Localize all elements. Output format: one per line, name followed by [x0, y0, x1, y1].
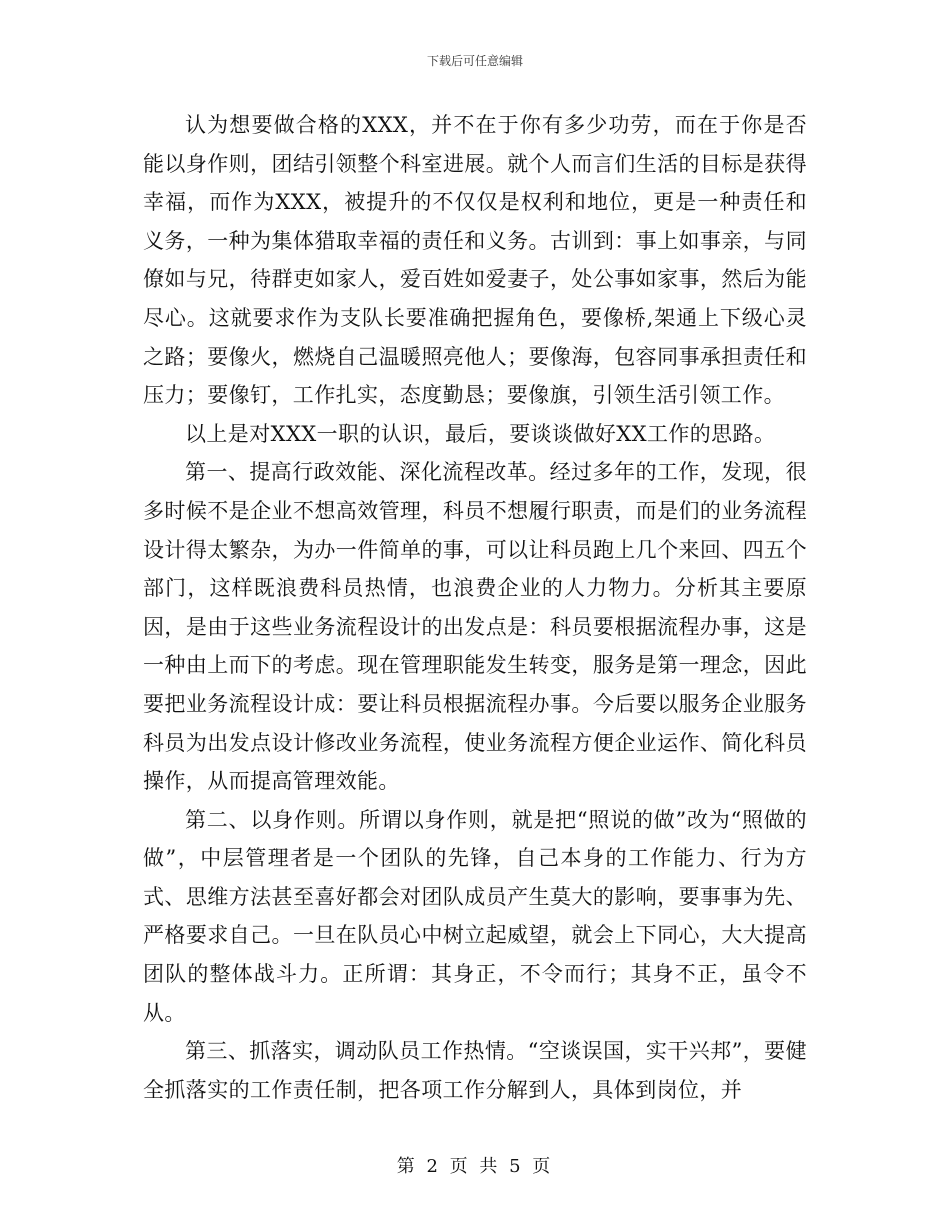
- paragraph-5: 第三、抓落实，调动队员工作热情。“空谈误国，实干兴邦”，要健全抓落实的工作责任制，把各项工作分解到人，具体到岗位，并: [143, 1039, 807, 1102]
- paragraph-1: 认为想要做合格的XXX，并不在于你有多少功劳，而在于你是否能以身作则，团结引领整个科室进展。就个人而言们生活的目标是获得幸福，而作为XXX，被提升的不仅仅是权利和地位，更是一种责任和义务，一种为集体猎取幸福的责任和义务。古训到：事上如事亲，与同僚如与兄，待群吏如家人，爱百姓如爱妻子，处公事如家事，然后为能尽心。这就要求作为支队长要准确把握角色，要像桥,架通上下级心灵之路；要像火，燃烧自己温暖照亮他人；要像海，包容同事承担责任和压力；要像钉，工作扎实，态度勤恳；要像旗，引领生活引领工作。: [143, 113, 807, 408]
- paragraph-2: 以上是对XXX一职的认识，最后，要谈谈做好XX工作的思路。: [185, 421, 776, 446]
- paragraph-3: 第一、提高行政效能、深化流程改革。经过多年的工作，发现，很多时候不是企业不想高效管理，科员不想履行职责，而是们的业务流程设计得太繁杂，为办一件简单的事，可以让科员跑上几个来回、四五个部门，这样既浪费科员热情，也浪费企业的人力物力。分析其主要原因，是由于这些业务流程设计的出发点是：科员要根据流程办事，这是一种由上而下的考虑。现在管理职能发生转变，服务是第一理念，因此要把业务流程设计成：要让科员根据流程办事。今后要以服务企业服务科员为出发点设计修改业务流程，使业务流程方便企业运作、简化科员操作，从而提高管理效能。: [143, 460, 807, 794]
- document-body: [143, 106, 807, 1109]
- page-number-footer: 第 2 页 共 5 页: [396, 1156, 554, 1177]
- paragraph-4: 第二、以身作则。所谓以身作则，就是把“照说的做”改为“照做的做”，中层管理者是一个团队的先锋，自己本身的工作能力、行为方式、思维方法甚至喜好都会对团队成员产生莫大的影响，要事事为先、严格要求自己。一旦在队员心中树立起威望，就会上下同心，大大提高团队的整体战斗力。正所谓：其身正，不令而行；其身不正，虽令不从。: [143, 807, 807, 1025]
- page-header: 下载后可任意编辑: [426, 54, 523, 68]
